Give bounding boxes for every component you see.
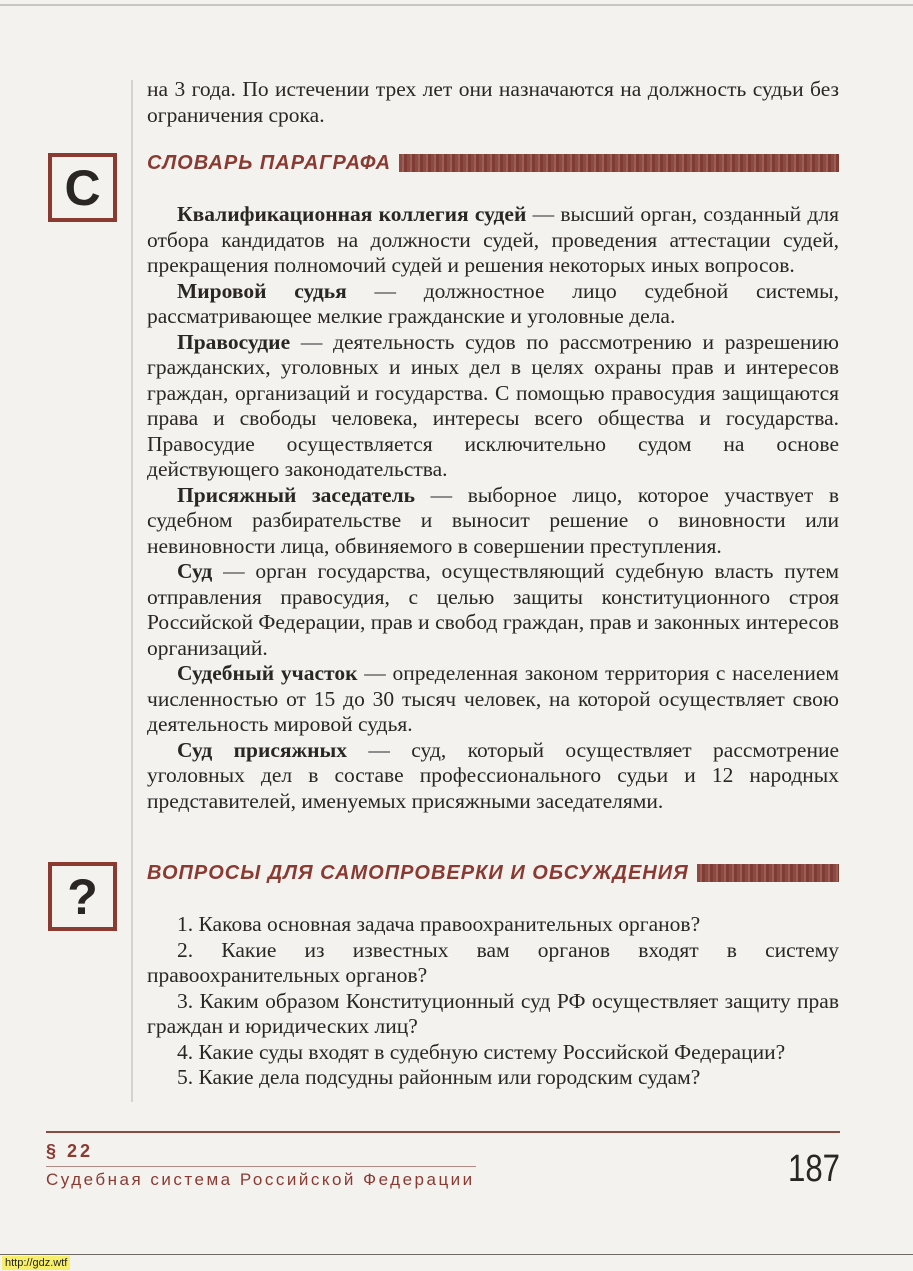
entry-term: Судебный участок xyxy=(177,661,358,685)
dictionary-badge-icon xyxy=(48,153,117,222)
dictionary-heading-bar xyxy=(399,154,839,172)
footer-rule xyxy=(46,1131,840,1133)
questions-list xyxy=(147,912,839,1091)
question-item: 4. Какие суды входят в судебную систему Российской Федерации? xyxy=(177,1039,786,1064)
question-item: 5. Какие дела подсудны районным или городским судам? xyxy=(177,1065,701,1089)
intro-paragraph xyxy=(147,77,839,128)
entry-term: Мировой судья xyxy=(177,278,347,303)
page-number: 187 xyxy=(788,1148,840,1190)
bottom-edge-line xyxy=(0,1254,913,1255)
entry-definition: — суд, который осуществляет рассмотрение уголовных дел в составе профессионального судьи и 12 народных представителей, именуемых присяжными заседателями. xyxy=(147,737,839,813)
dictionary-entry xyxy=(147,330,839,483)
questions-heading xyxy=(147,862,839,884)
questions-heading-label: ВОПРОСЫ ДЛЯ САМОПРОВЕРКИ И ОБСУЖДЕНИЯ xyxy=(147,862,689,884)
dictionary-entry xyxy=(147,738,839,815)
dictionary-entry xyxy=(147,202,839,279)
entry-term: Присяжный заседатель xyxy=(177,482,416,507)
footer-paragraph-number: § 22 xyxy=(46,1141,94,1161)
dictionary-badge-letter: С xyxy=(64,159,101,216)
top-edge-line xyxy=(0,4,913,6)
watermark-link[interactable]: http://gdz.wtf xyxy=(2,1256,70,1270)
entry-definition: — определенная законом территория с населением численностью от 15 до 30 тысяч человек, на которой осуществляет свою деятельность мировой судья. xyxy=(147,661,839,736)
entry-term: Квалификационная коллегия судей xyxy=(177,202,527,226)
questions-badge-icon xyxy=(48,862,117,931)
entry-definition: — должностное лицо судебной системы, рассматривающее мелкие гражданские и уголовные дела. xyxy=(147,278,839,328)
dictionary-heading xyxy=(147,152,839,174)
dictionary-heading-label: СЛОВАРЬ ПАРАГРАФА xyxy=(147,152,392,174)
entry-definition: — деятельность судов по рассмотрению и разрешению гражданских, уголовных и иных дел в целях охраны прав и интересов граждан, организаций и государства. С помощью правосудия защищаются права и свободы человека, интересы всего общества и государства. Правосудие осуществляется исключительно судом на основе действующего законодательства. xyxy=(147,329,839,481)
question-item: 2. Какие из известных вам органов входят в систему правоохранительных органов? xyxy=(147,937,839,987)
footer-sub-rule xyxy=(46,1166,476,1167)
entry-definition: — выборное лицо, которое участвует в судебном разбирательстве и выносит решение о виновности или невиновности лица, обвиняемого в совершении преступления. xyxy=(147,482,839,558)
dictionary-entry xyxy=(147,661,839,738)
entry-definition: — орган государства, осуществляющий судебную власть путем отправления правосудия, с целью защиты конституционного строя Российской Федерации, прав и свобод граждан, прав и законных интересов организаций. xyxy=(147,559,839,660)
question-item: 3. Каким образом Конституционный суд РФ осуществляет защиту прав граждан и юридических лиц? xyxy=(147,988,839,1038)
footer-chapter-title: Судебная система Российской Федерации xyxy=(46,1170,475,1189)
questions-heading-bar xyxy=(697,864,839,882)
entry-definition: — высший орган, созданный для отбора кандидатов на должности судей, проведения аттестации судей, прекращения полномочий судей и решения некоторых иных вопросов. xyxy=(147,202,839,277)
questions-badge-mark: ? xyxy=(67,868,98,925)
dictionary-entry xyxy=(147,483,839,560)
intro-text: на 3 года. По истечении трех лет они назначаются на должность судьи без ограничения срока. xyxy=(147,77,839,127)
entry-term: Правосудие xyxy=(177,329,291,354)
dictionary-entry xyxy=(147,559,839,661)
entry-term: Суд присяжных xyxy=(177,737,348,762)
question-item: 1. Какова основная задача правоохранительных органов? xyxy=(177,912,701,936)
entry-term: Суд xyxy=(177,559,213,583)
margin-rule xyxy=(131,80,133,1102)
dictionary-entry xyxy=(147,279,839,330)
dictionary-entries xyxy=(147,202,839,814)
